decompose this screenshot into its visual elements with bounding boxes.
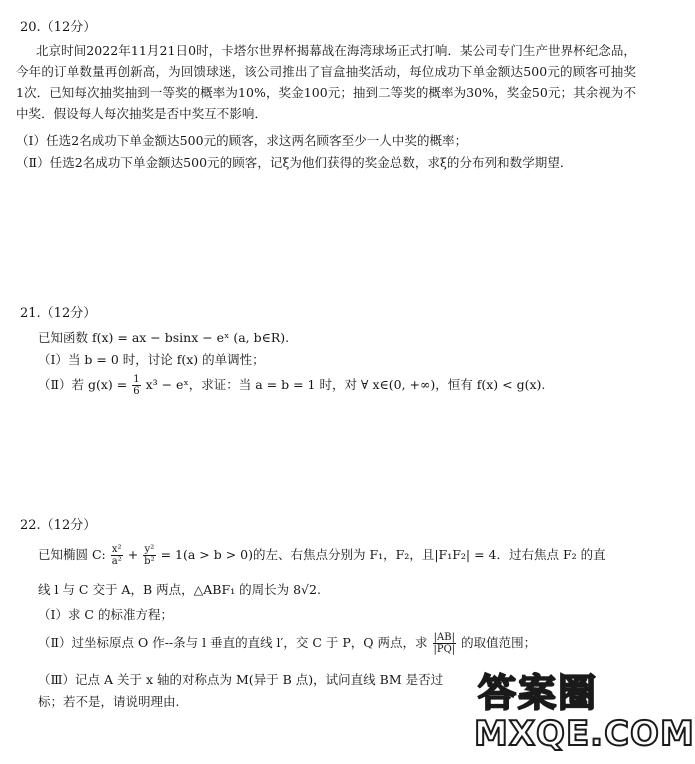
q22-fraction-x-denominator: a² bbox=[111, 556, 122, 567]
question-22-part-1: （Ⅰ）求 C 的标准方程； bbox=[38, 607, 173, 622]
watermark-top-text: 答案圈 bbox=[478, 671, 599, 715]
question-22-stem-line-2: 线 l 与 C 交于 A，B 两点，△ABF₁ 的周长为 8√2. bbox=[38, 582, 321, 597]
q22-part2-suffix: 的取值范围； bbox=[461, 635, 537, 650]
question-21-number: 21.（12分） bbox=[20, 306, 97, 321]
q22-ratio-denominator: |PQ| bbox=[433, 644, 456, 655]
question-22-part-3: （Ⅲ）记点 A 关于 x 轴的对称点为 M(异于 B 点)，试问直线 BM 是否过 bbox=[38, 672, 444, 687]
q22-fraction-x bbox=[111, 544, 123, 567]
question-20-stem: 北京时间2022年11月21日0时，卡塔尔世界杯揭幕战在海湾球场正式打响．某公司专门生产世界杯纪念品，今年的订单数量再创新高，为回馈球迷，该公司推出了盲盒抽奖活动，每位成功下单金额达500元的顾客可抽奖1次．已知每次抽奖抽到一等奖的概率为10%，奖金100元；抽到二等奖的概率为30%，奖金50元；其余视为不中奖．假设每人每次抽奖是否中奖互不影响． bbox=[16, 43, 636, 121]
q22-ratio-fraction bbox=[433, 632, 457, 655]
question-22-stem-line-1 bbox=[38, 544, 606, 567]
q22-stem-suffix: = 1(a > b > 0)的左、右焦点分别为 F₁，F₂，且|F₁F₂| = 4．过右焦点 F₂ 的直 bbox=[160, 547, 606, 562]
q21-fraction-numerator: 1 bbox=[133, 374, 140, 385]
question-20-part-2: （Ⅱ）任选2名成功下单金额达500元的顾客，记ξ为他们获得的奖金总数，求ξ的分布列和数学期望． bbox=[16, 155, 573, 170]
question-20-number: 20.（12分） bbox=[20, 20, 97, 35]
question-21-stem: 已知函数 f(x) = ax − bsinx − eˣ (a, b∈R). bbox=[38, 330, 290, 345]
q21-part2-prefix: （Ⅱ）若 g(x) = bbox=[38, 377, 128, 392]
question-21-part-1: （Ⅰ）当 b = 0 时，讨论 f(x) 的单调性； bbox=[38, 352, 265, 367]
q22-part2-prefix: （Ⅱ）过坐标原点 O 作--条与 l 垂直的直线 l′，交 C 于 P，Q 两点，求 bbox=[38, 635, 428, 650]
question-22-part-3-continued: 标；若不是，请说明理由. bbox=[38, 694, 180, 709]
q22-fraction-y bbox=[143, 544, 155, 567]
site-watermark-logo bbox=[470, 660, 695, 764]
q21-fraction bbox=[132, 374, 140, 397]
question-22-number: 22.（12分） bbox=[20, 518, 97, 533]
question-22-part-2 bbox=[38, 632, 536, 655]
q22-ratio-numerator: |AB| bbox=[433, 632, 455, 643]
q22-stem-prefix: 已知椭圆 C: bbox=[38, 547, 106, 562]
q21-fraction-denominator: 6 bbox=[133, 386, 140, 397]
q22-fraction-y-numerator: y² bbox=[144, 544, 155, 555]
q22-fraction-x-numerator: x² bbox=[111, 544, 122, 555]
q21-part2-suffix: x³ − eˣ，求证：当 a = b = 1 时，对 ∀ x∈(0, +∞)，恒有 f(x) < g(x). bbox=[145, 377, 546, 392]
q22-fraction-y-denominator: b² bbox=[144, 556, 155, 567]
question-20-part-1: （Ⅰ）任选2名成功下单金额达500元的顾客，求这两名顾客至少一人中奖的概率； bbox=[16, 133, 468, 148]
q22-plus-sign: + bbox=[127, 547, 139, 562]
question-21-part-2 bbox=[38, 374, 545, 397]
watermark-bottom-text: MXQE.COM bbox=[474, 714, 695, 754]
